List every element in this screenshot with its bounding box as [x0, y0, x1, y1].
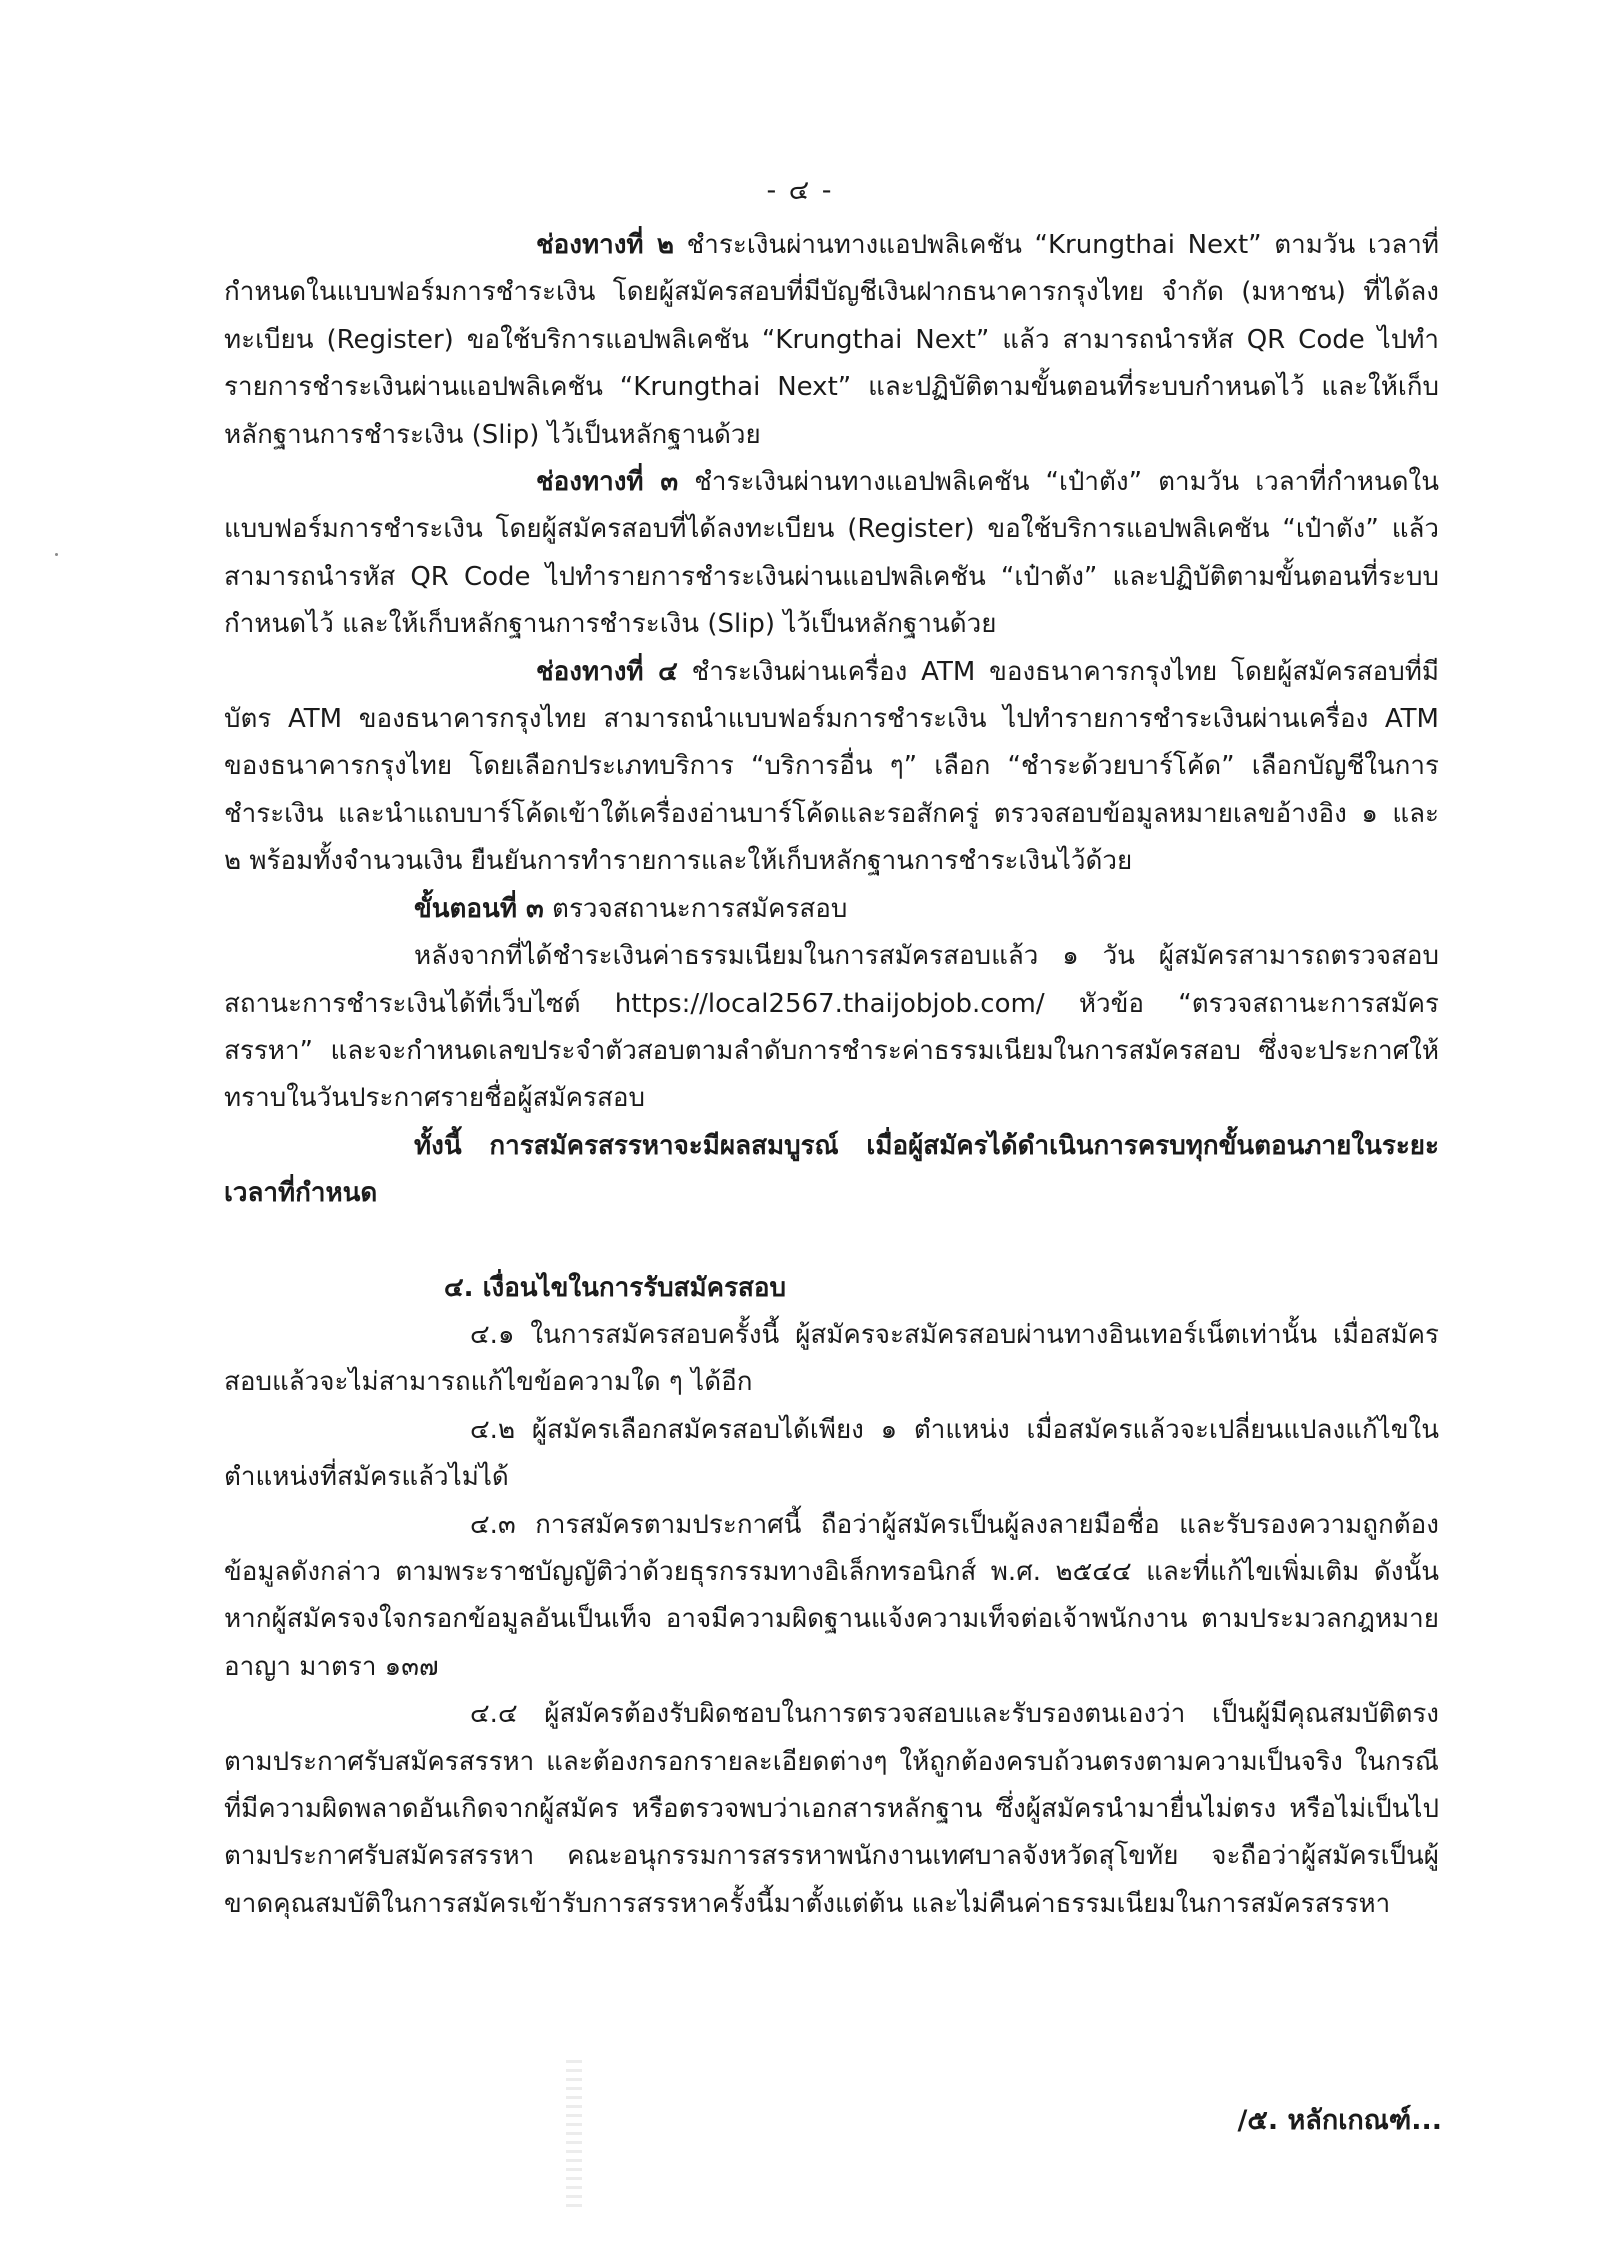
paragraph-channel-2	[224, 222, 1439, 459]
scan-artifact	[55, 553, 58, 556]
section-4-heading: ๔. เงื่อนไขในการรับสมัครสอบ	[444, 1272, 787, 1303]
paragraph-channel-3	[224, 459, 1439, 649]
channel-3-label: ช่องทางที่ ๓	[536, 467, 679, 498]
document-body	[224, 222, 1439, 1928]
step-3-title: ตรวจสถานะการสมัครสอบ	[543, 893, 848, 924]
section-spacer	[224, 1218, 1439, 1265]
channel-4-text: ชำระเงินผ่านเครื่อง ATM ของธนาคารกรุงไทย โดยผู้สมัครสอบที่มีบัตร ATM ของธนาคารกรุงไทย สามารถนำแบบฟอร์มการชำระเงิน ไปทำรายการชำระเงินผ่านเครื่อง ATM ของธนาคารกรุงไทย โดยเลือกประเภทบริการ “บริการอื่น ๆ” เลือก “ชำระด้วยบาร์โค้ด” เลือกบัญชีในการชำระเงิน และนำแถบบาร์โค้ดเข้าใต้เครื่องอ่านบาร์โค้ดและรอสักครู่ ตรวจสอบข้อมูลหมายเลขอ้างอิง ๑ และ ๒ พร้อมทั้งจำนวนเงิน ยืนยันการทำรายการและให้เก็บหลักฐานการชำระเงินไว้ด้วย	[224, 656, 1439, 877]
step-3-heading	[224, 886, 1439, 933]
paragraph-channel-4	[224, 649, 1439, 886]
section-4-item-4: ๔.๔ ผู้สมัครต้องรับผิดชอบในการตรวจสอบและรับรองตนเองว่า เป็นผู้มีคุณสมบัติตรงตามประกาศรับสมัครสรรหา และต้องกรอกรายละเอียดต่างๆ ให้ถูกต้องครบถ้วนตรงตามความเป็นจริง ในกรณีที่มีความผิดพลาดอันเกิดจากผู้สมัคร หรือตรวจพบว่าเอกสารหลักฐาน ซึ่งผู้สมัครนำมายื่นไม่ตรง หรือไม่เป็นไปตามประกาศรับสมัครสรรหา คณะอนุกรรมการสรรหาพนักงานเทศบาลจังหวัดสุโขทัย จะถือว่าผู้สมัครเป็นผู้ขาดคุณสมบัติในการสมัครเข้ารับการสรรหาครั้งนี้มาตั้งแต่ต้น และไม่คืนค่าธรรมเนียมในการสมัครสรรหา	[224, 1699, 1439, 1919]
channel-4-label: ช่องทางที่ ๔	[536, 656, 678, 687]
section-4-item-2: ๔.๒ ผู้สมัครเลือกสมัครสอบได้เพียง ๑ ตำแหน่ง เมื่อสมัครแล้วจะเปลี่ยนแปลงแก้ไขในตำแหน่งที่สมัครแล้วไม่ได้	[224, 1414, 1439, 1493]
channel-2-label: ช่องทางที่ ๒	[536, 230, 675, 260]
next-page-marker: /๕. หลักเกณฑ์...	[1237, 2105, 1442, 2136]
section-4-item-3: ๔.๓ การสมัครตามประกาศนี้ ถือว่าผู้สมัครเป็นผู้ลงลายมือชื่อ และรับรองความถูกต้องข้อมูลดังกล่าว ตามพระราชบัญญัติว่าด้วยธุรกรรมทางอิเล็กทรอนิกส์ พ.ศ. ๒๕๔๔ และที่แก้ไขเพิ่มเติม ดังนั้น หากผู้สมัครจงใจกรอกข้อมูลอันเป็นเท็จ อาจมีความผิดฐานแจ้งความเท็จต่อเจ้าพนักงาน ตามประมวลกฎหมายอาญา มาตรา ๑๓๗	[224, 1509, 1439, 1682]
section-4-item-1: ๔.๑ ในการสมัครสอบครั้งนี้ ผู้สมัครจะสมัครสอบผ่านทางอินเทอร์เน็ตเท่านั้น เมื่อสมัครสอบแล้วจะไม่สามารถแก้ไขข้อความใด ๆ ได้อีก	[224, 1319, 1439, 1398]
paragraph-note: ทั้งนี้ การสมัครสรรหาจะมีผลสมบูรณ์ เมื่อผู้สมัครได้ดำเนินการครบทุกขั้นตอนภายในระยะเวลาที่กำหนด	[224, 1130, 1439, 1209]
step-3-label: ขั้นตอนที่ ๓	[414, 893, 544, 924]
channel-2-text: ชำระเงินผ่านทางแอปพลิเคชัน “Krungthai Next” ตามวัน เวลาที่กำหนดในแบบฟอร์มการชำระเงิน โดยผู้สมัครสอบที่มีบัญชีเงินฝากธนาคารกรุงไทย จำกัด (มหาชน) ที่ได้ลงทะเบียน (Register) ขอใช้บริการแอปพลิเคชัน “Krungthai Next” แล้ว สามารถนำรหัส QR Code ไปทำรายการชำระเงินผ่านแอปพลิเคชัน “Krungthai Next” และปฏิบัติตามขั้นตอนที่ระบบกำหนดไว้ และให้เก็บหลักฐานการชำระเงิน (Slip) ไว้เป็นหลักฐานด้วย	[224, 230, 1439, 450]
paragraph-step-3-body: หลังจากที่ได้ชำระเงินค่าธรรมเนียมในการสมัครสอบแล้ว ๑ วัน ผู้สมัครสามารถตรวจสอบสถานะการชำระเงินได้ที่เว็บไซต์ https://local2567.thaijobjob.com/ หัวข้อ “ตรวจสถานะการสมัครสรรหา” และจะกำหนดเลขประจำตัวสอบตามลำดับการชำระค่าธรรมเนียมในการสมัครสอบ ซึ่งจะประกาศให้ทราบในวันประกาศรายชื่อผู้สมัครสอบ	[224, 941, 1439, 1114]
scan-artifact-streak	[566, 2060, 582, 2210]
page-number: - ๔ -	[766, 175, 834, 206]
channel-3-text: ชำระเงินผ่านทางแอปพลิเคชัน “เป๋าตัง” ตามวัน เวลาที่กำหนดในแบบฟอร์มการชำระเงิน โดยผู้สมัครสอบที่ได้ลงทะเบียน (Register) ขอใช้บริการแอปพลิเคชัน “เป๋าตัง” แล้ว สามารถนำรหัส QR Code ไปทำรายการชำระเงินผ่านแอปพลิเคชัน “เป๋าตัง” และปฏิบัติตามขั้นตอนที่ระบบกำหนดไว้ และให้เก็บหลักฐานการชำระเงิน (Slip) ไว้เป็นหลักฐานด้วย	[224, 467, 1439, 640]
